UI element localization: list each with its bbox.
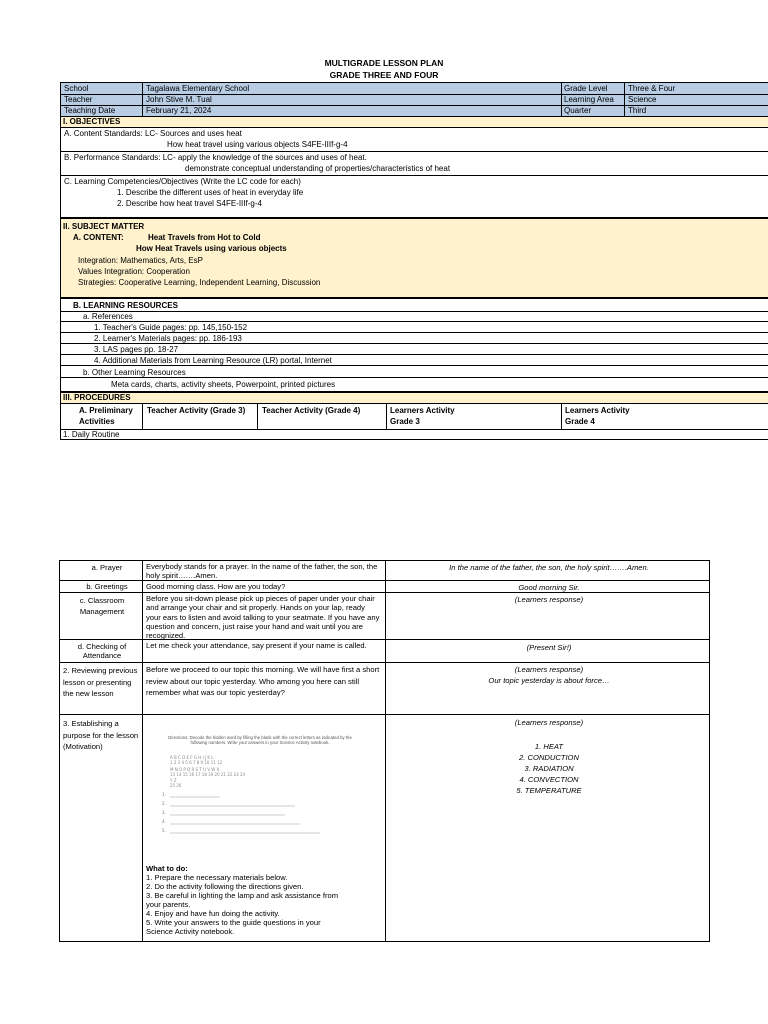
grade-label: Grade Level [564,84,608,93]
content-label: A. CONTENT: [73,233,124,242]
other-resources-items: Meta cards, charts, activity sheets, Powerpoint, printed pictures [111,380,336,389]
prayer-learner: In the name of the father, the son, the holy spirit…….Amen. [449,563,649,572]
area-value: Science [628,95,657,104]
svg-text:5.: 5. [162,828,166,833]
answer-5: 5. TEMPERATURE [516,786,582,795]
todo-4: 4. Enjoy and have fun doing the activity. [146,909,280,918]
col-learners-grade4-2: Grade 4 [565,417,595,426]
todo-3: 3. Be careful in lighting the lamp and ask assistance from [146,891,339,900]
answer-2: 2. CONDUCTION [519,753,579,762]
todo-1: 1. Prepare the necessary materials below. [146,873,288,882]
worksheet-grid-graphic [160,735,360,835]
col-learners-grade4: Learners Activity [565,406,630,415]
col-learners-grade3: Learners Activity [390,406,455,415]
area-label: Learning Area [564,95,614,104]
greetings-label: b. Greetings [86,582,128,591]
svg-text:Y Z: Y Z [170,778,177,783]
svg-text:1 2 3 4 5 6 7 8 9 10: 1 2 3 4 5 6 7 8 9 10 11 12 [170,760,223,765]
prayer-label: a. Prayer [91,563,123,572]
col-teacher-grade4: Teacher Activity (Grade 4) [262,406,361,415]
svg-text:13 14 15 16 17 18 19 20 21 22: 13 14 15 16 17 18 19 20 21 22 23 24 [170,772,246,777]
date-label: Teaching Date [64,106,116,115]
grade-value: Three & Four [628,84,676,93]
what-to-do-heading: What to do: [146,864,188,873]
competency-1: 1. Describe the different uses of heat in everyday life [117,188,304,197]
teacher-value: John Stive M. Tual [146,95,212,104]
greetings-learner: Good morning Sir. [518,583,580,592]
resources-heading: B. LEARNING RESOURCES [73,301,178,310]
reviewing-label: 2. Reviewing previous lesson or presenting the new lesson [63,666,138,698]
content-standards: A. Content Standards: LC- Sources and uses heat [64,129,242,138]
col-preliminary-2: Activities [79,417,115,426]
learning-resources [60,298,768,392]
reference-2: 2. Learner's Materials pages: pp. 186-193 [94,334,242,343]
establishing-learner: (Learners response) [514,718,584,727]
svg-text:2.: 2. [162,801,166,806]
reviewing-learner-1: (Learners response) [514,665,584,674]
svg-text:1.: 1. [162,792,166,797]
prayer-teacher: Everybody stands for a prayer. In the name of the father, the son, the holy spirit…….Amen. [146,562,378,581]
establishing-label: 3. Establishing a purpose for the lesson (Motivation) [63,719,139,751]
content-title-1: Heat Travels from Hot to Cold [148,233,261,242]
reference-4: 4. Additional Materials from Learning Resource (LR) portal, Internet [94,356,332,365]
procedures-heading: III. PROCEDURES [63,393,131,402]
daily-routine: 1. Daily Routine [63,430,120,439]
school-label: School [64,84,89,93]
reviewing-teacher: Before we proceed to our topic this morning. We will have first a short review about our topic yesterday. Who among you here can still remember what was our topic yesterday? [146,665,380,697]
reference-3: 3. LAS pages pp. 18-27 [94,345,179,354]
procedures-table [60,392,768,440]
subject-heading: II. SUBJECT MATTER [63,222,145,231]
quarter-label: Quarter [564,106,592,115]
svg-text:3.: 3. [162,810,166,815]
integration: Integration: Mathematics, Arts, EsP [78,256,203,265]
classroom-learner: (Learners response) [514,595,584,604]
svg-text:M N O P Q R S T U V: M N O P Q R S T U V W X [170,767,220,772]
answer-3: 3. RADIATION [524,764,574,773]
strategies: Strategies: Cooperative Learning, Independent Learning, Discussion [78,278,321,287]
todo-5: 5. Write your answers to the guide questions in your [146,918,321,927]
todo-5-cont: Science Activity notebook. [146,927,235,936]
other-resources-label: b. Other Learning Resources [83,368,186,377]
date-value: February 21, 2024 [146,106,212,115]
col-teacher-grade3: Teacher Activity (Grade 3) [147,406,246,415]
classroom-teacher: Before you sit-down please pick up pieces of paper under your chair and arrange your chair and sit properly. Hands on your lap, ready your ears to listen and avoid talking to your seatmate. If you have any question and concern, just raise your hand and wait until you are recognized. [146,594,380,641]
subject-matter [60,218,768,298]
performance-standards-detail: demonstrate conceptual understanding of properties/characteristics of heat [185,164,451,173]
col-learners-grade3-2: Grade 3 [390,417,420,426]
svg-text:A B C D E F G H I J: A B C D E F G H I J K L [170,755,214,760]
objectives-table [60,116,768,218]
competency-2: 2. Describe how heat travel S4FE-IIIf-g-4 [117,199,262,208]
school-value: Tagalawa Elementary School [146,84,250,93]
reviewing-learner-2: Our topic yesterday is about force… [488,676,610,685]
svg-text:4.: 4. [162,819,166,824]
todo-3-cont: your parents. [146,900,191,909]
todo-2: 2. Do the activity following the directions given. [146,882,304,891]
worksheet-directions: Directions: Decode the hidden word by filling the blank with the correct letters as indicated by the following numbers. Write your answers in your Science Activity notebook. [168,735,352,745]
info-table [60,82,768,117]
content-title-2: How Heat Travels using various objects [136,244,287,253]
reference-1: 1. Teacher's Guide pages: pp. 145,150-152 [94,323,248,332]
learning-competencies: C. Learning Competencies/Objectives (Write the LC code for each) [64,177,301,186]
activity-table [59,560,710,942]
classroom-label: c. Classroom Management [79,596,125,616]
performance-standards: B. Performance Standards: LC- apply the knowledge of the sources and uses of heat. [64,153,367,162]
document-title: MULTIGRADE LESSON PLAN [324,58,444,68]
values-integration: Values Integration: Cooperation [78,267,190,276]
attendance-learner: (Present Sir!) [526,643,572,652]
attendance-teacher: Let me check your attendance, say present if your name is called. [146,641,367,650]
attendance-label: d. Checking of Attendance [77,642,127,661]
teacher-label: Teacher [64,95,93,104]
answer-4: 4. CONVECTION [519,775,579,784]
objectives-heading: I. OBJECTIVES [63,117,121,126]
document-subtitle: GRADE THREE AND FOUR [329,70,439,80]
quarter-value: Third [628,106,647,115]
answer-1: 1. HEAT [534,742,564,751]
references-label: a. References [83,312,133,321]
col-preliminary: A. Preliminary [79,406,133,415]
svg-text:25 26: 25 26 [170,783,182,788]
greetings-teacher: Good morning class. How are you today? [146,582,286,591]
content-standards-detail: How heat travel using various objects S4FE-IIIf-g-4 [167,140,348,149]
decode-worksheet-image [160,735,360,835]
